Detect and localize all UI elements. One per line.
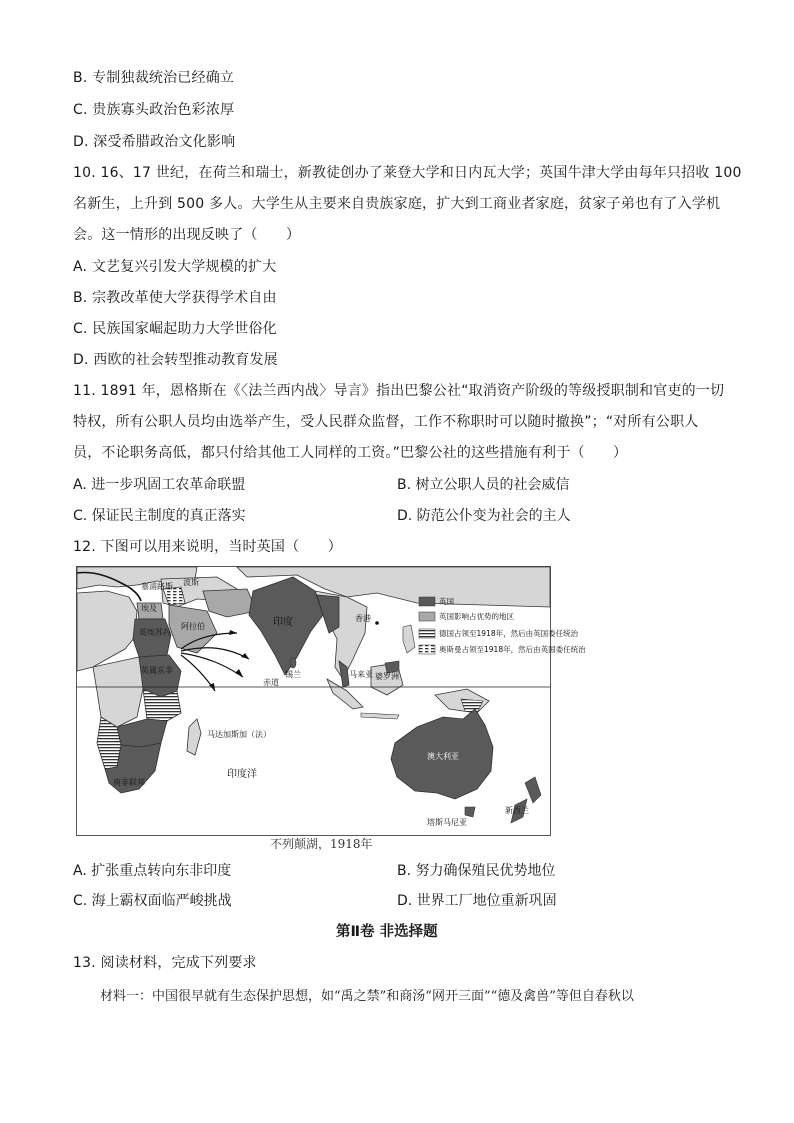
madagascar bbox=[187, 719, 201, 755]
label-new-zealand: 新西兰 bbox=[505, 806, 529, 815]
label-tasmania: 塔斯马尼亚 bbox=[427, 818, 467, 827]
q13-stem: 13. 阅读材料，完成下列要求 bbox=[73, 955, 257, 971]
legend-britain: 英国 bbox=[439, 597, 454, 606]
label-arabia: 阿拉伯 bbox=[181, 622, 205, 631]
q9-option-d: D. 深受希腊政治文化影响 bbox=[73, 134, 236, 150]
q10-option-b: B. 宗教改革使大学获得学术自由 bbox=[73, 290, 277, 306]
q11-stem-line1: 11. 1891 年，恩格斯在《〈法兰西内战〉导言》指出巴黎公社“取消资产阶级的等级授职制和官吏的一切 bbox=[73, 383, 725, 399]
label-indian-ocean: 印度洋 bbox=[227, 769, 257, 780]
legend-german-mandate: 德国占领至1918年，然后由英国委任统治 bbox=[439, 629, 579, 638]
label-india: 印度 bbox=[273, 617, 293, 628]
q11-option-c: C. 保证民主制度的真正落实 bbox=[73, 508, 246, 524]
persia-region bbox=[203, 589, 257, 617]
tasmania-region bbox=[465, 807, 475, 817]
label-egypt: 埃及 bbox=[141, 604, 157, 613]
q12-option-b: B. 努力确保殖民优势地位 bbox=[397, 863, 556, 879]
q10-stem-line3: 会。这一情形的出现反映了（ ） bbox=[73, 227, 301, 243]
label-british-east-africa: 英属东非 bbox=[141, 666, 173, 675]
label-hong-kong: 香港 bbox=[355, 614, 371, 623]
q12-stem: 12. 下图可以用来说明，当时英国（ ） bbox=[73, 539, 342, 555]
label-borneo: 婆罗洲 bbox=[375, 672, 399, 681]
arrow-1 bbox=[181, 648, 249, 659]
q9-option-c: C. 贵族寡头政治色彩浓厚 bbox=[73, 102, 235, 118]
q10-stem-line2: 名新生，上升到 500 多人。大学生从主要来自贵族家庭，扩大到工商业者家庭，贫家子弟也有了入学机 bbox=[73, 196, 721, 212]
q10-option-d: D. 西欧的社会转型推动教育发展 bbox=[73, 352, 278, 368]
label-malaya: 马来亚 bbox=[349, 670, 373, 679]
new-zealand-region bbox=[525, 777, 541, 803]
q13-material-1: 材料一：中国很早就有生态保护思想，如“禹之禁”和商汤“网开三面”“德及禽兽”等但自春秋以 bbox=[100, 989, 634, 1004]
q11-option-a: A. 进一步巩固工农革命联盟 bbox=[73, 477, 246, 493]
q12-option-d: D. 世界工厂地位重新巩固 bbox=[397, 893, 557, 909]
arrowhead-2 bbox=[235, 669, 243, 677]
philippines bbox=[403, 625, 415, 653]
label-anglo-egypt-sudan: 英埃苏丹 bbox=[139, 628, 171, 637]
label-ceylon: 锡兰 bbox=[285, 670, 301, 679]
label-persia: 波斯 bbox=[183, 578, 199, 587]
q10-option-a: A. 文艺复兴引发大学规模的扩大 bbox=[73, 259, 277, 275]
q11-stem-line3: 员，不论职务高低，都只付给其他工人同样的工资。”巴黎公社的这些措施有利于（ ） bbox=[73, 445, 628, 461]
label-madagascar: 马达加斯加（法） bbox=[207, 730, 271, 739]
section-2-title: 第Ⅱ卷 非选择题 bbox=[336, 924, 438, 940]
map-caption: 不列颠湖，1918年 bbox=[270, 837, 373, 851]
label-equator: 赤道 bbox=[263, 678, 279, 687]
legend-influence: 英国影响占优势的地区 bbox=[439, 612, 514, 621]
map-svg bbox=[77, 567, 586, 835]
legend-ottoman-mandate: 奥斯曼占领至1918年，然后由英国委任统治 bbox=[439, 645, 586, 654]
q9-option-b: B. 专制独裁统治已经确立 bbox=[73, 70, 235, 86]
arrowhead-1 bbox=[241, 653, 249, 659]
q10-stem-line1: 10. 16、17 世纪，在荷兰和瑞士，新教徒创办了莱登大学和日内瓦大学；英国牛津大学由每年只招收 100 bbox=[73, 165, 742, 181]
q11-option-b: B. 树立公职人员的社会威信 bbox=[397, 477, 570, 493]
legend-swatch-ottoman bbox=[419, 645, 435, 654]
q12-option-a: A. 扩张重点转向东非印度 bbox=[73, 863, 232, 879]
java bbox=[361, 713, 399, 719]
central-africa bbox=[93, 657, 143, 727]
legend-swatch-influence bbox=[419, 612, 435, 621]
q11-option-d: D. 防范公仆变为社会的主人 bbox=[397, 508, 571, 524]
q12-option-c: C. 海上霸权面临严峻挑战 bbox=[73, 893, 232, 909]
label-australia: 澳大利亚 bbox=[427, 752, 459, 761]
ceylon-island bbox=[290, 658, 296, 668]
q11-stem-line2: 特权，所有公职人员均由选举产生，受人民群众监督，工作不称职时可以随时撤换”；“对所有公职人 bbox=[73, 414, 699, 430]
label-cyprus: 塞浦路斯 bbox=[141, 582, 173, 591]
arrow-2 bbox=[181, 653, 243, 677]
british-empire-map bbox=[76, 566, 586, 836]
label-south-africa: 南非联邦 bbox=[113, 778, 145, 787]
legend-swatch-german bbox=[419, 629, 435, 638]
sudan-region bbox=[133, 619, 171, 657]
hong-kong-marker bbox=[375, 621, 379, 625]
q10-option-c: C. 民族国家崛起助力大学世俗化 bbox=[73, 321, 277, 337]
arrowhead-4 bbox=[229, 630, 237, 635]
legend-swatch-britain bbox=[419, 597, 435, 606]
